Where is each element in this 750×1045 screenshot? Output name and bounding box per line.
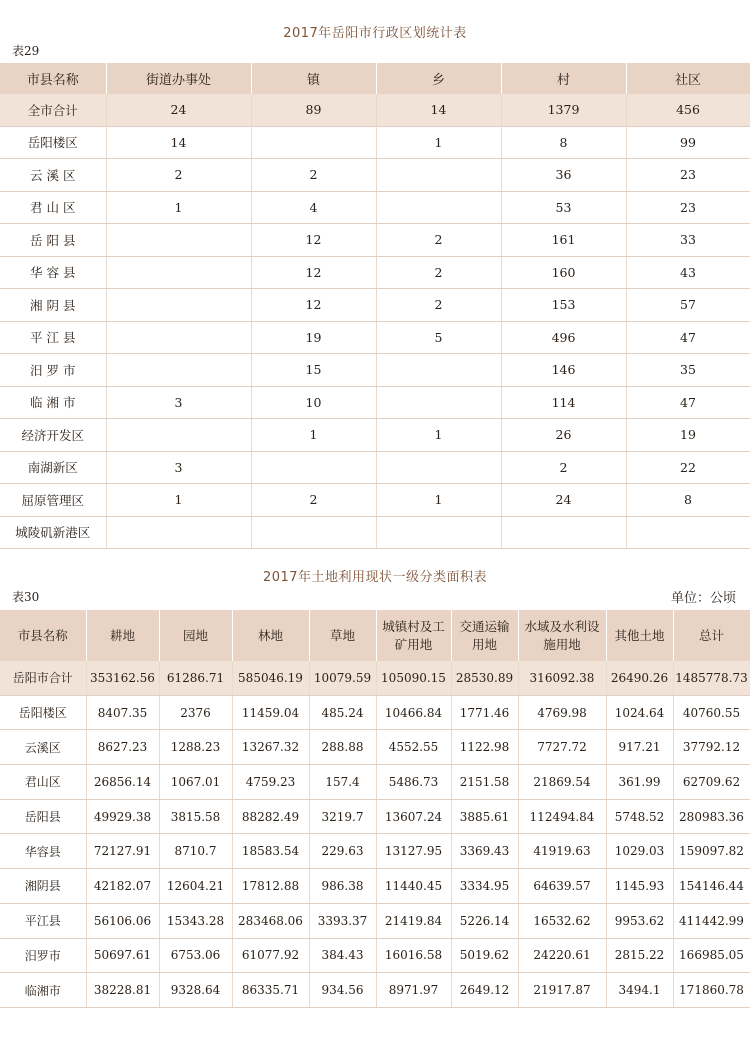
table-row <box>0 516 750 549</box>
table-cell <box>106 516 251 549</box>
admin-division-table <box>0 63 750 549</box>
table-cell: 11440.45 <box>376 869 451 904</box>
table-cell: 13127.95 <box>376 834 451 869</box>
table-cell: 2376 <box>159 695 232 730</box>
table-cell: 8 <box>626 484 750 517</box>
table-row <box>0 94 750 126</box>
table-cell: 1029.03 <box>606 834 673 869</box>
table-row <box>0 451 750 484</box>
table-cell: 1 <box>251 419 376 452</box>
table-cell: 3815.58 <box>159 799 232 834</box>
table29-title: 2017年岳阳市行政区划统计表 <box>283 26 467 41</box>
table-cell: 3334.95 <box>451 869 518 904</box>
table-cell <box>251 516 376 549</box>
table-cell: 10079.59 <box>309 661 376 695</box>
table-cell: 12 <box>251 256 376 289</box>
table-cell: 23 <box>626 159 750 192</box>
row-name-cell: 屈原管理区 <box>0 484 106 517</box>
table-cell: 1 <box>106 191 251 224</box>
table-cell: 3885.61 <box>451 799 518 834</box>
table-row <box>0 321 750 354</box>
table-cell: 171860.78 <box>673 973 750 1008</box>
row-name-cell: 经济开发区 <box>0 419 106 452</box>
table-row <box>0 354 750 387</box>
row-name-cell: 华容县 <box>0 834 86 869</box>
table-row <box>0 484 750 517</box>
table-cell: 21917.87 <box>518 973 606 1008</box>
table-row <box>0 938 750 973</box>
table-row <box>0 799 750 834</box>
table-row <box>0 695 750 730</box>
table29-label: 表29 <box>12 44 40 58</box>
table-cell: 316092.38 <box>518 661 606 695</box>
column-header: 社区 <box>626 63 750 94</box>
table-cell: 24 <box>106 94 251 126</box>
table-cell: 26490.26 <box>606 661 673 695</box>
table-cell <box>376 451 501 484</box>
table-cell: 61077.92 <box>232 938 309 973</box>
table-cell <box>501 516 626 549</box>
column-header: 城镇村及工矿用地 <box>376 610 451 661</box>
table-cell: 47 <box>626 321 750 354</box>
table-cell: 1 <box>376 419 501 452</box>
table-row <box>0 159 750 192</box>
table-cell: 50697.61 <box>86 938 159 973</box>
table30-title: 2017年土地利用现状一级分类面积表 <box>262 570 488 585</box>
table-cell: 88282.49 <box>232 799 309 834</box>
column-header: 水域及水利设施用地 <box>518 610 606 661</box>
table-row <box>0 834 750 869</box>
row-name-cell: 城陵矶新港区 <box>0 516 106 549</box>
table-cell: 5748.52 <box>606 799 673 834</box>
table-cell: 2 <box>376 224 501 257</box>
table-cell <box>106 321 251 354</box>
column-header: 交通运输用地 <box>451 610 518 661</box>
table-cell: 16016.58 <box>376 938 451 973</box>
table-cell: 1485778.73 <box>673 661 750 695</box>
table-cell: 33 <box>626 224 750 257</box>
table-cell: 24220.61 <box>518 938 606 973</box>
table-cell: 15 <box>251 354 376 387</box>
row-name-cell: 平江县 <box>0 903 86 938</box>
table-cell: 16532.62 <box>518 903 606 938</box>
table-cell: 14 <box>106 126 251 159</box>
land-use-table <box>0 610 750 1008</box>
table-cell: 64639.57 <box>518 869 606 904</box>
table-cell: 38228.81 <box>86 973 159 1008</box>
table-cell: 56106.06 <box>86 903 159 938</box>
table-cell: 1145.93 <box>606 869 673 904</box>
table-cell: 496 <box>501 321 626 354</box>
table-cell: 15343.28 <box>159 903 232 938</box>
table-cell: 161 <box>501 224 626 257</box>
table-cell: 1 <box>376 126 501 159</box>
row-name-cell: 岳阳楼区 <box>0 126 106 159</box>
table-cell: 22 <box>626 451 750 484</box>
table-cell: 146 <box>501 354 626 387</box>
table-row <box>0 973 750 1008</box>
table-cell: 26856.14 <box>86 765 159 800</box>
table-cell: 40760.55 <box>673 695 750 730</box>
table-row <box>0 191 750 224</box>
column-header: 街道办事处 <box>106 63 251 94</box>
table-cell <box>106 354 251 387</box>
table-cell: 6753.06 <box>159 938 232 973</box>
table-row <box>0 765 750 800</box>
table-cell: 3 <box>106 451 251 484</box>
table-cell: 19 <box>251 321 376 354</box>
table-cell: 154146.44 <box>673 869 750 904</box>
table-cell: 36 <box>501 159 626 192</box>
table-cell <box>106 256 251 289</box>
table-row <box>0 126 750 159</box>
table-cell <box>251 451 376 484</box>
table-cell: 411442.99 <box>673 903 750 938</box>
table-cell: 288.88 <box>309 730 376 765</box>
table-cell: 159097.82 <box>673 834 750 869</box>
table-cell: 229.63 <box>309 834 376 869</box>
column-header: 其他土地 <box>606 610 673 661</box>
table-cell: 2151.58 <box>451 765 518 800</box>
table-cell: 2 <box>251 159 376 192</box>
table-cell: 86335.71 <box>232 973 309 1008</box>
table-cell: 8627.23 <box>86 730 159 765</box>
row-name-cell: 华 容 县 <box>0 256 106 289</box>
row-name-cell: 云溪区 <box>0 730 86 765</box>
row-name-cell: 汨罗市 <box>0 938 86 973</box>
row-name-cell: 湘 阴 县 <box>0 289 106 322</box>
table-cell: 12604.21 <box>159 869 232 904</box>
table-cell: 5486.73 <box>376 765 451 800</box>
table-cell: 153 <box>501 289 626 322</box>
table-cell: 7727.72 <box>518 730 606 765</box>
column-header: 耕地 <box>86 610 159 661</box>
table-cell <box>106 419 251 452</box>
column-header: 园地 <box>159 610 232 661</box>
column-header: 林地 <box>232 610 309 661</box>
table-cell: 1024.64 <box>606 695 673 730</box>
table-cell: 24 <box>501 484 626 517</box>
table-cell: 986.38 <box>309 869 376 904</box>
table-cell <box>376 159 501 192</box>
column-header: 镇 <box>251 63 376 94</box>
table-cell: 8407.35 <box>86 695 159 730</box>
table-row <box>0 256 750 289</box>
table-cell: 89 <box>251 94 376 126</box>
table-cell: 42182.07 <box>86 869 159 904</box>
table-cell: 47 <box>626 386 750 419</box>
table-cell: 2815.22 <box>606 938 673 973</box>
table-cell: 1067.01 <box>159 765 232 800</box>
table-header-row <box>0 63 750 94</box>
table-row <box>0 419 750 452</box>
table-cell: 21869.54 <box>518 765 606 800</box>
column-header: 乡 <box>376 63 501 94</box>
table-cell: 361.99 <box>606 765 673 800</box>
table-cell: 8971.97 <box>376 973 451 1008</box>
table-cell: 62709.62 <box>673 765 750 800</box>
table-cell: 112494.84 <box>518 799 606 834</box>
table-cell: 26 <box>501 419 626 452</box>
table-cell: 61286.71 <box>159 661 232 695</box>
table-cell: 43 <box>626 256 750 289</box>
table-cell <box>376 516 501 549</box>
table-cell: 53 <box>501 191 626 224</box>
row-name-cell: 临 湘 市 <box>0 386 106 419</box>
table-cell: 4759.23 <box>232 765 309 800</box>
unit-label: 单位：公顷 <box>670 591 736 606</box>
table-cell: 280983.36 <box>673 799 750 834</box>
table-cell: 57 <box>626 289 750 322</box>
table-row <box>0 869 750 904</box>
table-cell: 3219.7 <box>309 799 376 834</box>
table-cell: 19 <box>626 419 750 452</box>
table-cell: 18583.54 <box>232 834 309 869</box>
table-cell: 14 <box>376 94 501 126</box>
row-name-cell: 平 江 县 <box>0 321 106 354</box>
table-cell: 157.4 <box>309 765 376 800</box>
table-cell: 5 <box>376 321 501 354</box>
table-cell: 353162.56 <box>86 661 159 695</box>
table-cell: 11459.04 <box>232 695 309 730</box>
table-cell: 17812.88 <box>232 869 309 904</box>
table-cell: 4769.98 <box>518 695 606 730</box>
row-name-cell: 汨 罗 市 <box>0 354 106 387</box>
table-cell: 12 <box>251 224 376 257</box>
table-cell: 23 <box>626 191 750 224</box>
table-cell: 1771.46 <box>451 695 518 730</box>
table-cell: 13267.32 <box>232 730 309 765</box>
table-cell: 934.56 <box>309 973 376 1008</box>
table-cell: 72127.91 <box>86 834 159 869</box>
column-header: 村 <box>501 63 626 94</box>
table-cell <box>251 126 376 159</box>
table30-label: 表30 <box>12 590 40 604</box>
table-cell: 4552.55 <box>376 730 451 765</box>
table-cell <box>106 289 251 322</box>
table-cell: 21419.84 <box>376 903 451 938</box>
table-cell: 1 <box>106 484 251 517</box>
table-cell: 28530.89 <box>451 661 518 695</box>
table-cell: 35 <box>626 354 750 387</box>
table-cell: 2 <box>376 289 501 322</box>
table-cell: 5226.14 <box>451 903 518 938</box>
table-cell: 456 <box>626 94 750 126</box>
table-row <box>0 289 750 322</box>
table-row <box>0 224 750 257</box>
table-cell: 1122.98 <box>451 730 518 765</box>
table-row <box>0 903 750 938</box>
table-cell <box>626 516 750 549</box>
row-name-cell: 岳阳县 <box>0 799 86 834</box>
table-cell: 2 <box>376 256 501 289</box>
row-name-cell: 临湘市 <box>0 973 86 1008</box>
table-cell <box>106 224 251 257</box>
table-row <box>0 661 750 695</box>
table-cell <box>376 354 501 387</box>
table-cell: 99 <box>626 126 750 159</box>
column-header: 市县名称 <box>0 63 106 94</box>
table-cell: 3494.1 <box>606 973 673 1008</box>
row-name-cell: 南湖新区 <box>0 451 106 484</box>
table-cell: 166985.05 <box>673 938 750 973</box>
table-cell: 585046.19 <box>232 661 309 695</box>
table-cell: 41919.63 <box>518 834 606 869</box>
table-cell: 13607.24 <box>376 799 451 834</box>
table-cell: 2 <box>501 451 626 484</box>
table-cell: 160 <box>501 256 626 289</box>
row-name-cell: 君 山 区 <box>0 191 106 224</box>
table-cell: 12 <box>251 289 376 322</box>
table-cell: 105090.15 <box>376 661 451 695</box>
table-cell: 49929.38 <box>86 799 159 834</box>
row-name-cell: 云 溪 区 <box>0 159 106 192</box>
column-header: 草地 <box>309 610 376 661</box>
table-cell: 917.21 <box>606 730 673 765</box>
table-header-row <box>0 610 750 661</box>
table-cell: 2649.12 <box>451 973 518 1008</box>
table-cell <box>376 191 501 224</box>
table-cell: 4 <box>251 191 376 224</box>
table-cell: 1 <box>376 484 501 517</box>
table-cell: 9953.62 <box>606 903 673 938</box>
column-header: 市县名称 <box>0 610 86 661</box>
table-cell: 114 <box>501 386 626 419</box>
table-cell: 384.43 <box>309 938 376 973</box>
table-row <box>0 730 750 765</box>
table-row <box>0 386 750 419</box>
table-cell: 283468.06 <box>232 903 309 938</box>
table-cell: 5019.62 <box>451 938 518 973</box>
table-cell <box>376 386 501 419</box>
row-name-cell: 岳阳市合计 <box>0 661 86 695</box>
table-cell: 3 <box>106 386 251 419</box>
table-cell: 3393.37 <box>309 903 376 938</box>
table-cell: 1379 <box>501 94 626 126</box>
table-cell: 10 <box>251 386 376 419</box>
table-cell: 1288.23 <box>159 730 232 765</box>
table-cell: 2 <box>251 484 376 517</box>
table-cell: 9328.64 <box>159 973 232 1008</box>
table-cell: 10466.84 <box>376 695 451 730</box>
row-name-cell: 岳 阳 县 <box>0 224 106 257</box>
table-cell: 485.24 <box>309 695 376 730</box>
row-name-cell: 君山区 <box>0 765 86 800</box>
table-cell: 3369.43 <box>451 834 518 869</box>
row-name-cell: 岳阳楼区 <box>0 695 86 730</box>
table-cell: 8 <box>501 126 626 159</box>
column-header: 总计 <box>673 610 750 661</box>
table-cell: 8710.7 <box>159 834 232 869</box>
row-name-cell: 湘阴县 <box>0 869 86 904</box>
table-cell: 2 <box>106 159 251 192</box>
row-name-cell: 全市合计 <box>0 94 106 126</box>
table-cell: 37792.12 <box>673 730 750 765</box>
